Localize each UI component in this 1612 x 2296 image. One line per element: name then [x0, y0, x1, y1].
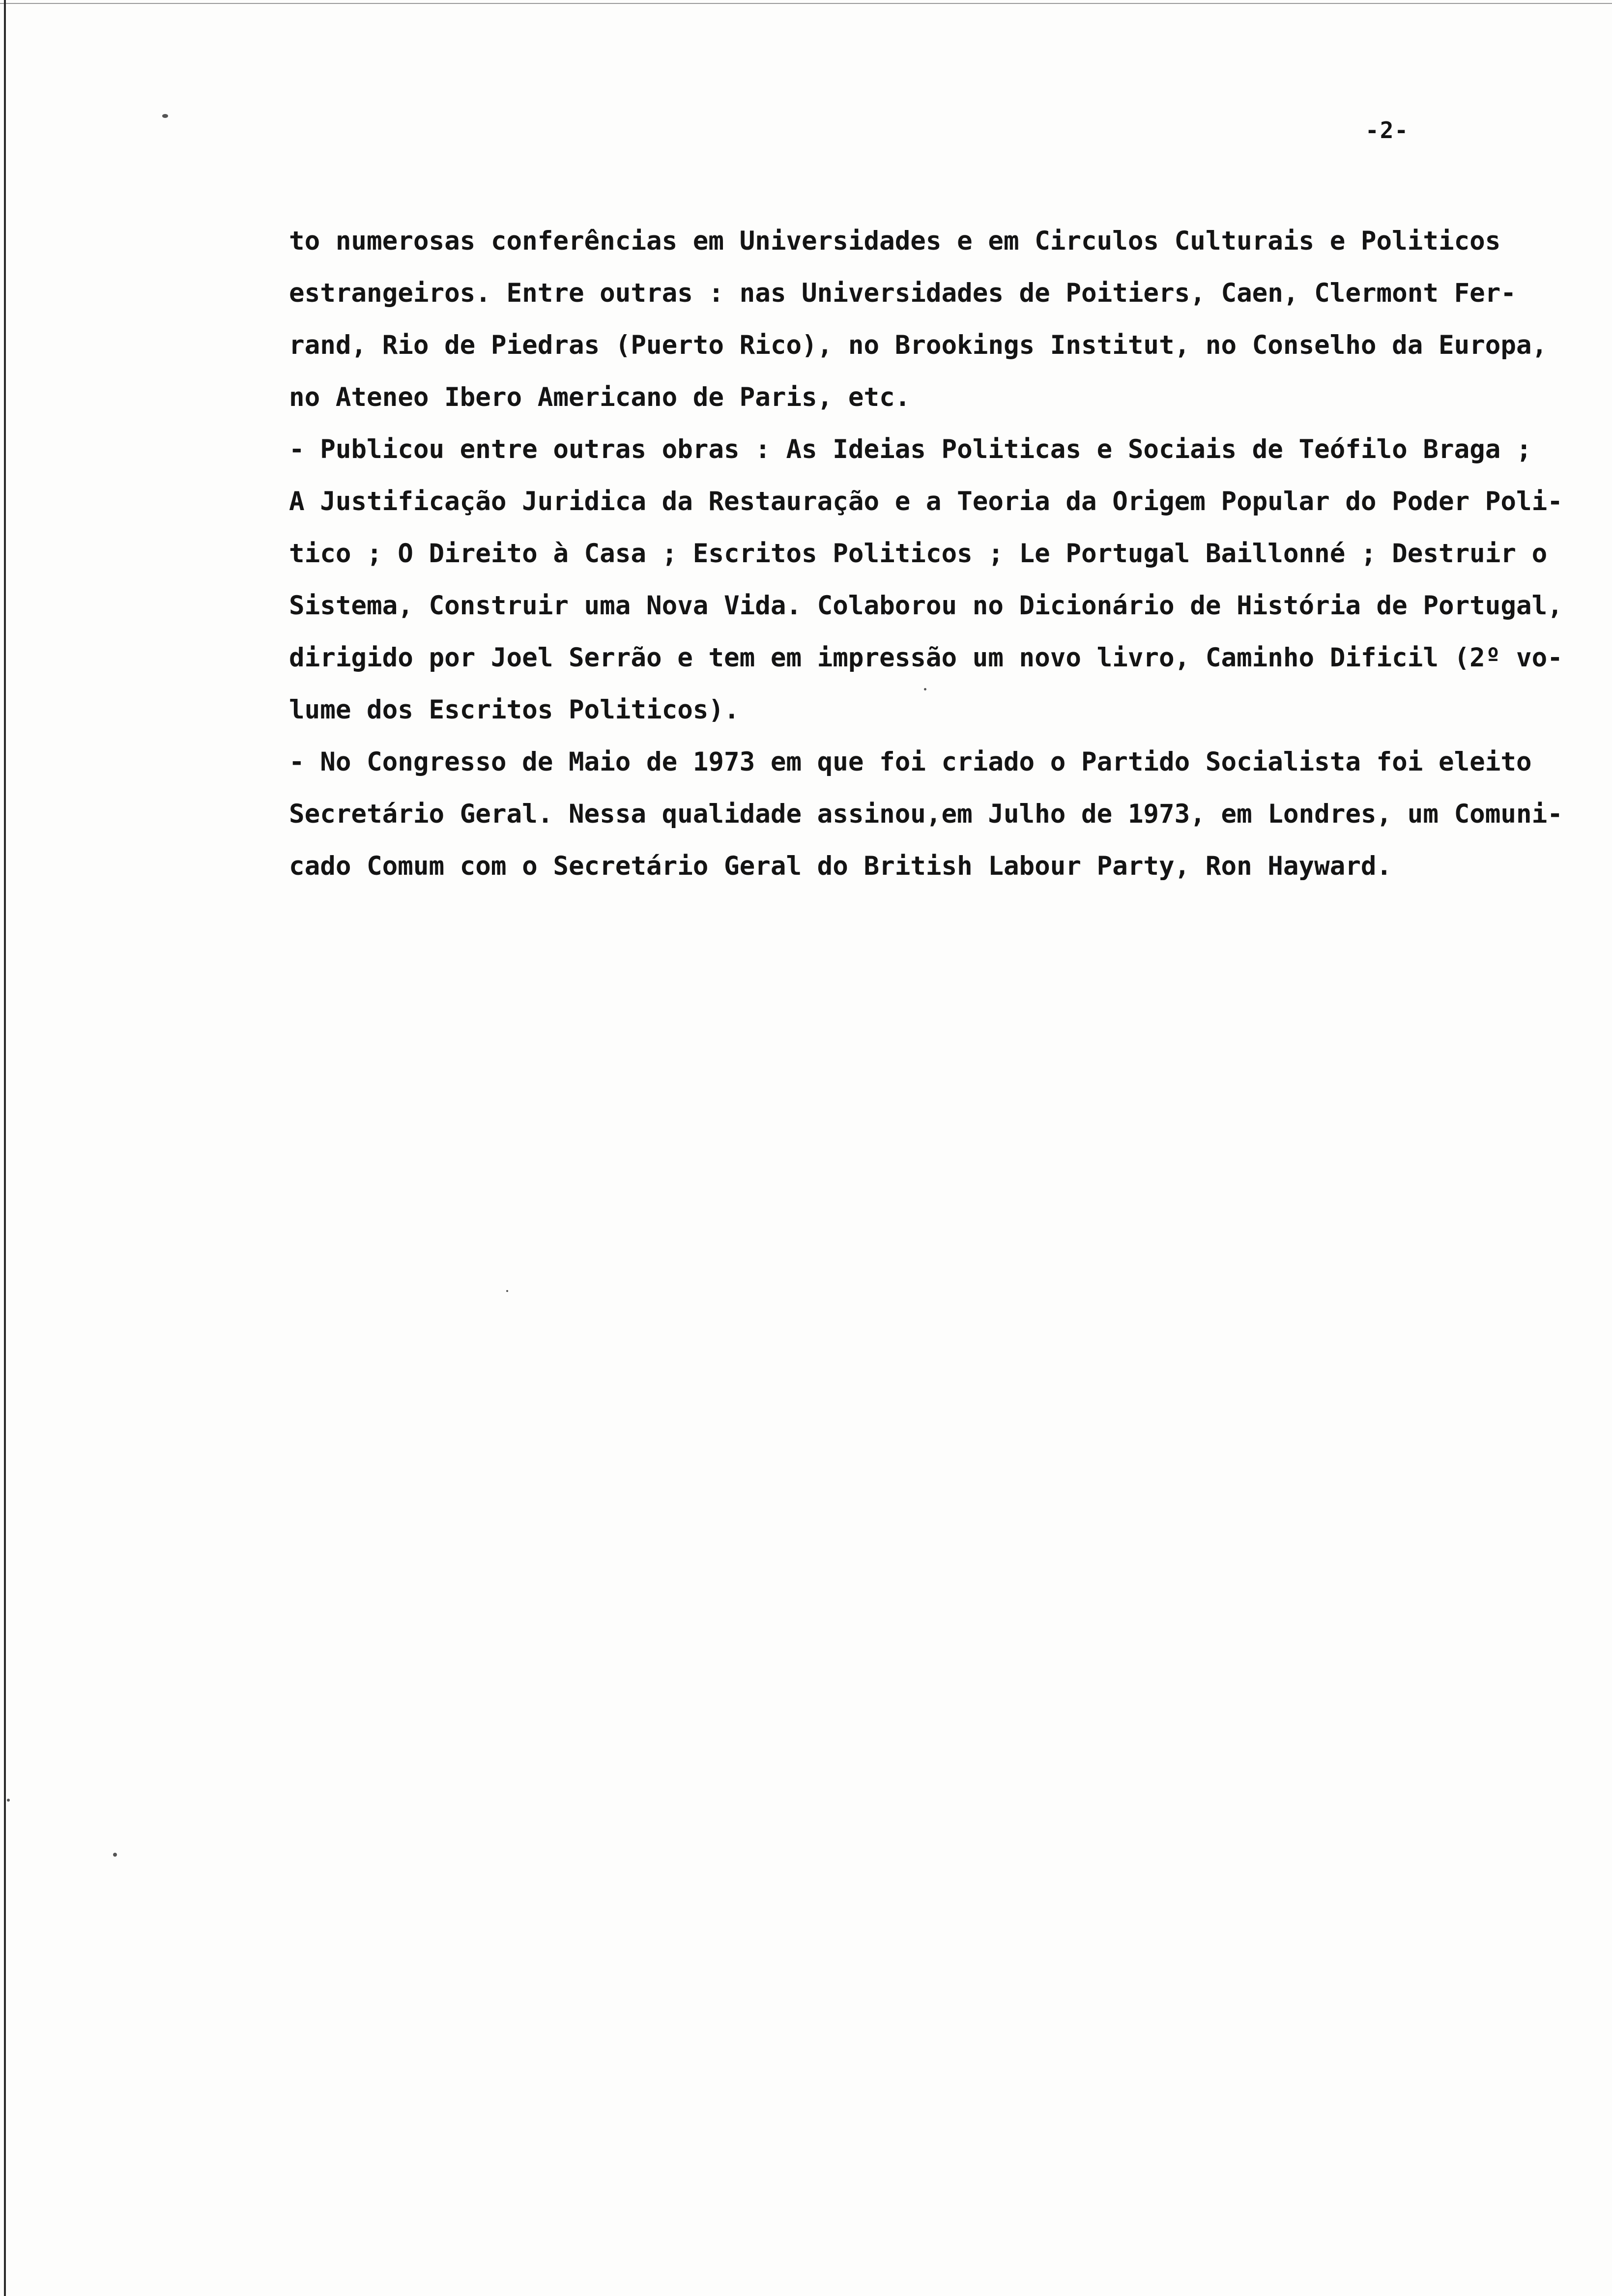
page-top-edge: [0, 3, 1612, 4]
text-line: A Justificação Juridica da Restauração e a Teoria da Origem Popular do Poder Poli-: [289, 487, 1563, 517]
text-line: cado Comum com o Secretário Geral do British Labour Party, Ron Hayward.: [289, 851, 1392, 881]
text-line: tico ; O Direito à Casa ; Escritos Politicos ; Le Portugal Baillonné ; Destruir o: [289, 539, 1548, 569]
text-line: to numerosas conferências em Universidades e em Circulos Culturais e Politicos: [289, 226, 1501, 256]
text-line: - Publicou entre outras obras : As Ideias Politicas e Sociais de Teófilo Braga ;: [289, 434, 1532, 464]
text-line: Sistema, Construir uma Nova Vida. Colaborou no Dicionário de História de Portugal,: [289, 591, 1563, 621]
text-line: Secretário Geral. Nessa qualidade assinou,em Julho de 1973, em Londres, um Comuni-: [289, 799, 1563, 829]
text-line: - No Congresso de Maio de 1973 em que foi criado o Partido Socialista foi eleito: [289, 747, 1532, 777]
scan-speck: [506, 1290, 508, 1292]
text-line: rand, Rio de Piedras (Puerto Rico), no Brookings Institut, no Conselho da Europa,: [289, 330, 1548, 360]
text-line: no Ateneo Ibero Americano de Paris, etc.: [289, 382, 911, 412]
scan-speck: [162, 114, 168, 118]
text-line: lume dos Escritos Politicos).: [289, 695, 740, 725]
page-left-edge: [4, 0, 6, 2296]
scan-speck: [113, 1853, 117, 1857]
body-text: [289, 215, 1563, 892]
scan-speck: [924, 688, 926, 690]
text-line: dirigido por Joel Serrão e tem em impressão um novo livro, Caminho Dificil (2º vo-: [289, 643, 1563, 673]
scan-speck: [7, 1799, 10, 1802]
page-number: -2-: [1365, 117, 1410, 144]
text-line: estrangeiros. Entre outras : nas Universidades de Poitiers, Caen, Clermont Fer-: [289, 278, 1517, 308]
